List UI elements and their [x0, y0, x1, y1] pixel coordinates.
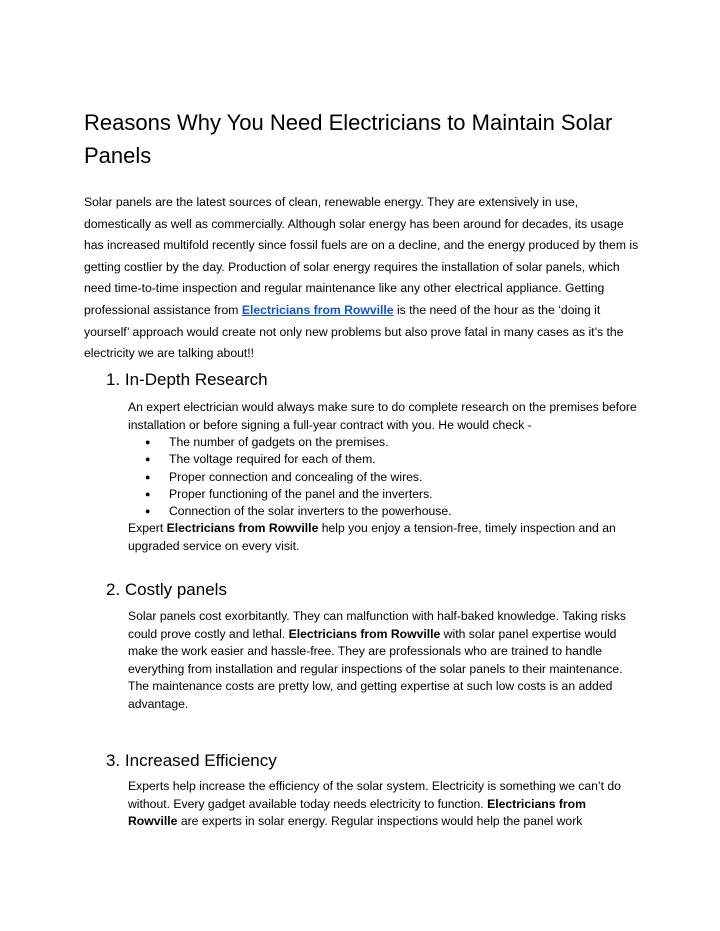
- bullet-icon: ●: [145, 506, 151, 516]
- intro-text: Solar panels are the latest sources of clean, renewable energy. They are extensively in use, domestically as well as commercially. Although solar energy has been around for decades, its usage has increased multifold recently since fossil fuels are on a decline, and the energy produced by them is getting costlier by the day. Production of solar energy requires the installation of solar panels, which need time-to-time inspection and regular maintenance like any other electrical appliance. Getting professional assistance from: [84, 195, 639, 317]
- check-list: [128, 434, 638, 520]
- paragraph-text: Experts help increase the efficiency of the solar system. Electricity is something we can’t do without. Every gadget available today needs electricity to function.: [128, 779, 621, 811]
- paragraph-text: Expert: [128, 521, 167, 536]
- intro-paragraph: [84, 192, 644, 365]
- bold-phrase: Electricians from Rowville: [288, 626, 441, 641]
- section-paragraph: An expert electrician would always make sure to do complete research on the premises before installation or before signing a full-year contract with you. He would check -: [128, 400, 637, 432]
- bold-phrase: Electricians from Rowville: [128, 796, 586, 829]
- paragraph-text: Solar panels cost exorbitantly. They can malfunction with half-baked knowledge. Taking risks could prove costly and lethal.: [128, 609, 626, 641]
- section-heading: 3. Increased Efficiency: [106, 751, 277, 770]
- bold-phrase: Electricians from Rowville: [166, 521, 319, 536]
- section-increased-efficiency: [84, 749, 644, 831]
- list-item: [128, 434, 638, 451]
- bullet-icon: ●: [145, 437, 151, 448]
- list-item-text: Proper functioning of the panel and the inverters.: [169, 486, 433, 501]
- section-paragraph: [128, 608, 638, 714]
- section-costly-panels: [84, 578, 644, 714]
- section-paragraph: [128, 520, 638, 555]
- intro-text-end: is the need of the hour as the ‘doing it yourself’ approach would create not only new problems but also prove fatal in many cases as it’s the electricity we are talking about!!: [84, 302, 624, 361]
- paragraph-text-end: with solar panel expertise would make the work easier and hassle-free. They are professionals who are trained to handle everything from installation and regular inspections of the solar panels to their maintenance. The maintenance costs are pretty low, and getting expertise at such low costs is an added advantage.: [128, 626, 623, 711]
- section-body: [128, 778, 638, 831]
- document-page: [84, 106, 644, 365]
- list-item: [128, 469, 638, 486]
- section-body: [128, 608, 638, 714]
- bullet-icon: ●: [145, 471, 151, 482]
- bullet-icon: ●: [145, 454, 151, 465]
- section-paragraph: [128, 778, 638, 831]
- list-item-text: Connection of the solar inverters to the powerhouse.: [169, 504, 452, 518]
- paragraph-text-end: help you enjoy a tension-free, timely inspection and an upgraded service on every visit.: [128, 521, 616, 553]
- paragraph-text-end: are experts in solar energy. Regular inspections would help the panel work: [177, 814, 583, 829]
- section-body: [128, 399, 638, 555]
- list-item-text: The voltage required for each of them.: [169, 452, 376, 467]
- section-in-depth-research: [84, 368, 644, 555]
- section-heading: 2. Costly panels: [106, 580, 227, 599]
- page-title: Reasons Why You Need Electricians to Maintain Solar Panels: [84, 110, 613, 168]
- list-item-text: The number of gadgets on the premises.: [169, 435, 389, 450]
- bullet-icon: ●: [145, 488, 151, 499]
- list-item: [128, 451, 638, 468]
- electricians-rowville-link[interactable]: Electricians from Rowville: [241, 302, 394, 317]
- list-item: [128, 503, 638, 520]
- list-item-text: Proper connection and concealing of the wires.: [169, 469, 423, 484]
- list-item: [128, 486, 638, 503]
- section-heading: 1. In-Depth Research: [106, 370, 268, 389]
